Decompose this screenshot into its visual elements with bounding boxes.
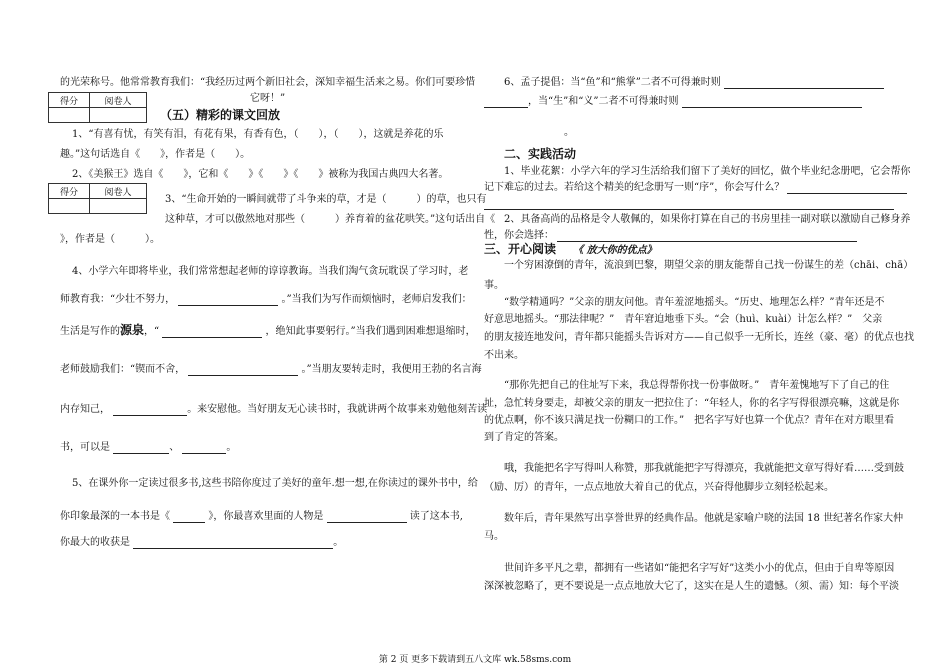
question-6-line <box>484 96 862 108</box>
answer-blank[interactable] <box>724 78 884 89</box>
question-3-line: 这种草，才可以傲然地对那些（ ）养育着的盆花哄笑。”这句话出自《 <box>165 214 496 225</box>
question-4-line <box>60 364 482 376</box>
story-line: 好意思地摇头。“那法律呢？” 青年窘迫地垂下头。“会（huì、kuài）计怎么样？” 父亲 <box>484 314 883 325</box>
text: 老师鼓励我们：“锲而不舍， <box>60 364 186 375</box>
story-line: 不出来。 <box>484 350 524 361</box>
question-2: 2、《美猴王》选自《 》，它和《 》《 》《 》被称为我国古典四大名著。 <box>72 169 449 180</box>
question-1-line: 1、“有喜有忧，有笑有泪，有花有果，有香有色，（ ），（ ），这就是养花的乐 <box>72 129 444 140</box>
grader-cell[interactable] <box>90 199 147 214</box>
story-line: （励、厉）的青年，一点点地放大着自己的优点，兴奋得他脚步立刻轻松起来。 <box>484 482 834 493</box>
emphasis-word: 源泉 <box>120 323 145 337</box>
page-footer: 第 2 页 更多下载请到五八文库 wk.58sms.com <box>378 655 572 665</box>
story-line: 址，急忙转身要走，却被父亲的朋友一把拉住了：“年轻人，你的名字写得很漂亮嘛，这就是你 <box>484 398 900 409</box>
text: ，当“生”和“义”二者不可得兼时则 <box>528 96 679 107</box>
text: 记下难忘的过去。若给这个精美的纪念册写一则“序”，你会写什么？ <box>484 182 785 193</box>
score-box <box>48 183 147 214</box>
text-line: 的光荣称号。他常常教育我们：“我经历过两个新旧社会，深知幸福生活来之易。你们可要珍惜 <box>60 77 476 88</box>
answer-blank[interactable] <box>182 443 226 454</box>
text: 内存知己， <box>60 404 110 415</box>
text: 性，你会选择： <box>484 230 554 241</box>
story-line: “数学精通吗？”父亲的朋友问他。青年羞涩地摇头。“历史、地理怎么样？”青年还是不 <box>504 297 885 308</box>
question-6-line <box>504 77 884 89</box>
text: ，“ <box>144 326 160 337</box>
answer-blank[interactable] <box>162 327 262 338</box>
answer-blank[interactable] <box>173 512 205 523</box>
question-5-line <box>60 511 463 523</box>
practice-2-line <box>484 230 857 242</box>
story-line: 深深被忽略了，更不要说是一点点地放大它了，这实在是人生的遗憾。（须、需）知：每个平淡 <box>484 581 899 592</box>
story-line: 马。 <box>484 531 504 542</box>
story-line: 世间许多平凡之辈，都拥有一些诸如“能把名字写好”这类小小的优点，但由于自卑等原因 <box>504 563 895 574</box>
answer-blank[interactable] <box>484 97 528 108</box>
text: 。 <box>333 537 344 548</box>
question-3-line: 3、“生命开始的一瞬间就带了斗争来的草，才是（ ）的草，也只有 <box>165 194 487 205</box>
score-box <box>48 92 147 123</box>
story-line: 哦，我能把名字写得叫人称赞，那我就能把字写得漂亮，我就能把文章写得好看……受到鼓 <box>504 463 904 474</box>
text: 书，可以是 <box>60 442 110 453</box>
practice-2-line: 2、具备高尚的品格是令人敬佩的，如果你打算在自己的书房里挂一副对联以激励自己修身养 <box>504 214 911 225</box>
text: 生活是写作的 <box>60 326 120 337</box>
answer-blank[interactable] <box>188 365 298 376</box>
score-header: 得分 <box>49 184 90 199</box>
text: 。 <box>226 442 237 453</box>
question-3-line: 》，作者是（ ）。 <box>60 234 160 245</box>
question-5-line: 5、在课外你一定读过很多书,这些书陪你度过了美好的童年.想一想,在你读过的课外书中，给 <box>72 478 478 489</box>
answer-blank[interactable] <box>682 97 862 108</box>
text-line: 它呀！” <box>250 93 286 104</box>
answer-blank[interactable] <box>327 512 407 523</box>
story-line: 的朋友接连地发问，青年都只能摇头告诉对方——自己似乎一无所长，连丝（豪、毫）的优点也找 <box>484 332 914 343</box>
grader-header: 阅卷人 <box>90 184 147 199</box>
practice-1-line <box>484 182 907 194</box>
text: ，绝知此事要躬行。”当我们遇到困难想退缩时， <box>265 326 476 337</box>
text: 、 <box>169 442 180 453</box>
question-5-line <box>60 537 343 549</box>
text: 。来安慰他。当好朋友无心读书时，我就讲两个故事来劝勉他刻苦读 <box>187 404 488 415</box>
text: 》，你最喜欢里面的人物是 <box>208 511 324 522</box>
story-title: 《 放大你的优点》 <box>573 245 657 256</box>
story-line: “那你先把自己的住址写下来，我总得帮你找一份事做呀。” 青年羞愧地写下了自己的住 <box>504 380 890 391</box>
answer-blank[interactable] <box>178 295 278 306</box>
text: 6、孟子提倡：当“鱼”和“熊掌”二者不可得兼时则 <box>504 77 721 88</box>
answer-blank[interactable] <box>113 405 187 416</box>
question-4-line <box>60 294 472 306</box>
question-4-line <box>60 404 487 416</box>
answer-blank[interactable] <box>113 443 169 454</box>
text: 你最大的收获是 <box>60 537 130 548</box>
text: 师教育我：“少壮不努力， <box>60 294 176 305</box>
answer-blank[interactable] <box>484 199 894 210</box>
section-title: 二、实践活动 <box>504 147 577 161</box>
score-header: 得分 <box>49 93 90 108</box>
answer-blank[interactable] <box>133 538 333 549</box>
story-line: 一个穷困潦倒的青年，流浪到巴黎，期望父亲的朋友能帮自己找一份谋生的差（chāi、chā） <box>504 260 914 271</box>
question-1-line: 趣。”这句话选自《 》，作者是（ ）。 <box>60 149 251 160</box>
section-title: 三、开心阅读 <box>484 242 557 256</box>
story-line: 的优点啊，你不该只满足找一份糊口的工作。” 把名字写好也算一个优点？青年在对方眼里看 <box>484 415 895 426</box>
score-cell[interactable] <box>49 108 90 123</box>
text: 。”当我们为写作而烦恼时，老师启发我们： <box>281 294 472 305</box>
section-title: （五）精彩的课文回放 <box>160 108 281 122</box>
text: 。”当朋友要转走时，我便用王勃的名言海 <box>301 364 482 375</box>
text-line: 。 <box>564 127 574 138</box>
score-cell[interactable] <box>49 199 90 214</box>
reading-heading <box>484 243 657 257</box>
answer-blank[interactable] <box>787 183 907 194</box>
answer-line[interactable] <box>484 198 894 210</box>
question-4-line <box>60 324 476 338</box>
story-line: 事。 <box>484 280 504 291</box>
text: 你印象最深的一本书是《 <box>60 511 170 522</box>
grader-cell[interactable] <box>90 108 147 123</box>
grader-header: 阅卷人 <box>90 93 147 108</box>
answer-blank[interactable] <box>557 231 857 242</box>
story-line: 到了肯定的答案。 <box>484 432 564 443</box>
question-4-line <box>60 442 236 454</box>
practice-1-line: 1、毕业花絮：小学六年的学习生活给我们留下了美好的回忆，做个毕业纪念册吧，它会帮你 <box>504 166 911 177</box>
text: 读了这本书, <box>409 511 463 522</box>
question-4-line: 4、小学六年即将毕业，我们常常想起老师的谆谆教诲。当我们淘气贪玩耽误了学习时，老 <box>72 266 469 277</box>
story-line: 数年后，青年果然写出享誉世界的经典作品。他就是家喻户晓的法国 18 世纪著名作家大仲 <box>504 513 904 524</box>
